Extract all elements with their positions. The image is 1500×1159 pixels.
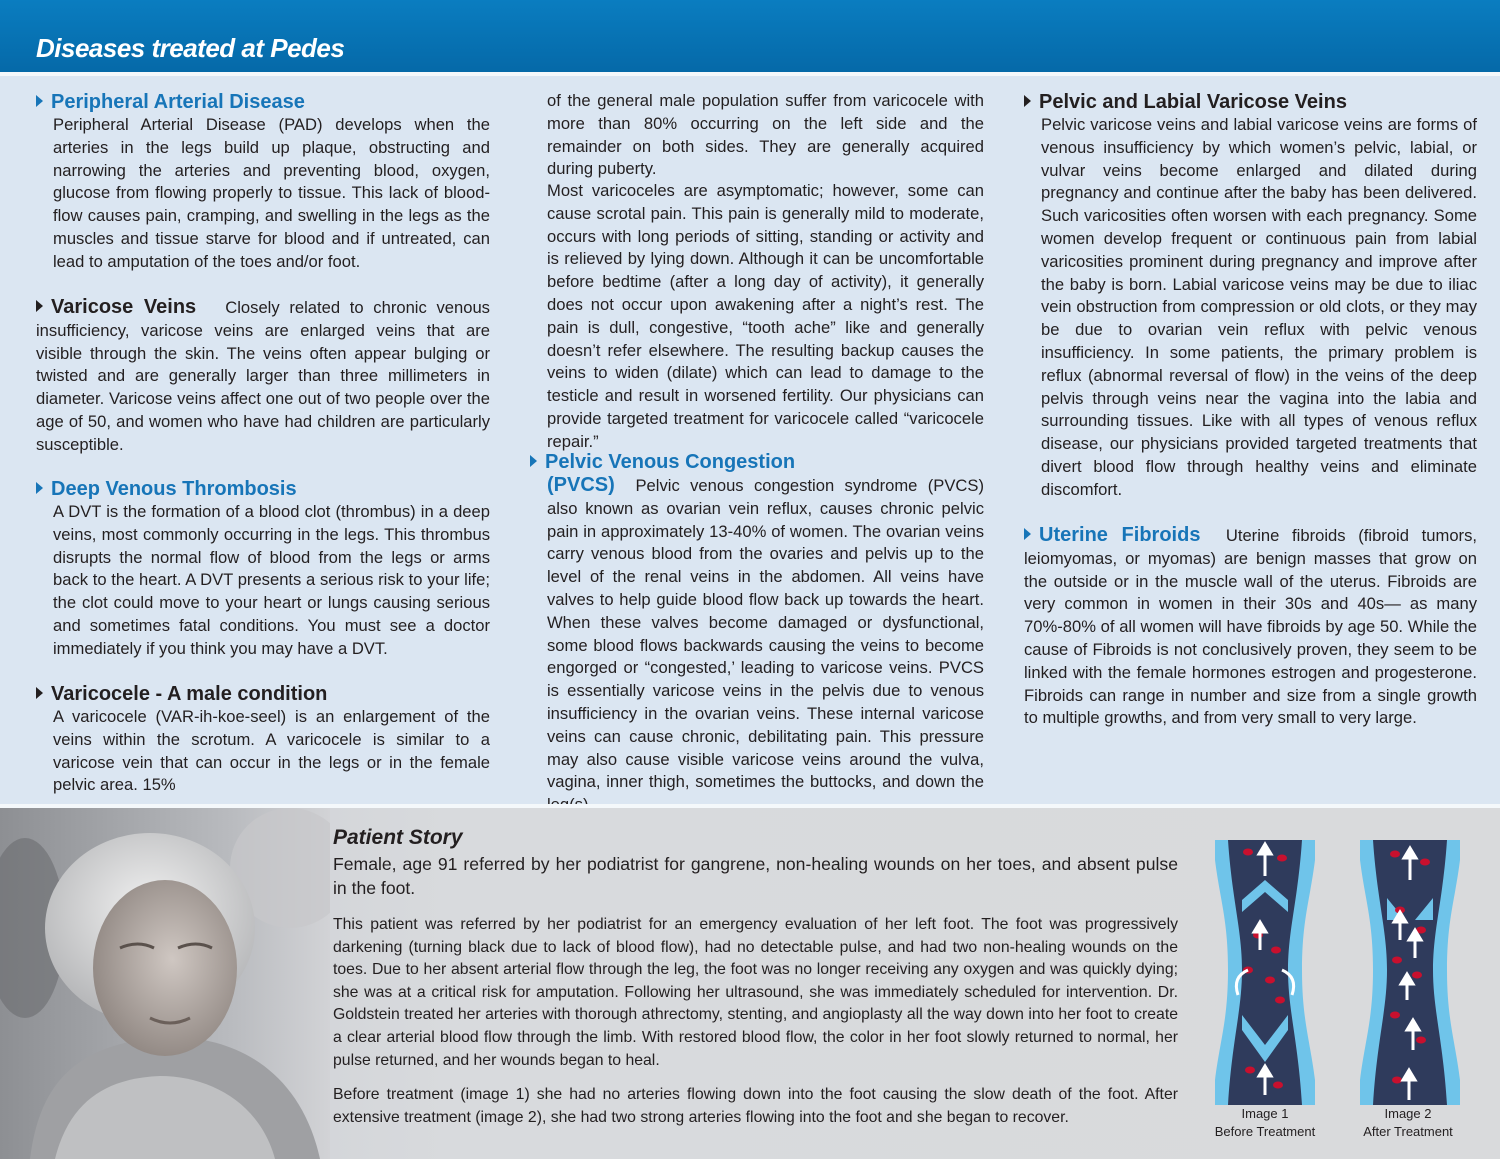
patient-photo-image — [0, 808, 330, 1159]
body-varicocele-symptoms: Most varicoceles are asymptomatic; however, some can cause scrotal pain. This pain is generally mild to moderate, occurs with long periods of sitting, standing or activity and is relieved by lying down. Although it can be uncomfortable before bedtime (after a long day of activity), it generally does not occur upon awakening after a night’s rest. The pain is dull, congestive, “tooth ache” like and generally doesn’t refer elsewhere. The resulting backup causes the veins to widen (dilate) which can lead to damage to the testicle and result in worsened fertility. Our physicians can provide targeted treatment for varicocele called “varicocele repair.” — [547, 181, 984, 451]
heading-fibroids: Uterine Fibroids — [1024, 524, 1200, 546]
body-pvcs-wrap — [530, 474, 984, 817]
section-varicocele — [36, 682, 490, 797]
section-dvt — [36, 477, 490, 661]
section-varicocele-symptoms — [547, 180, 984, 454]
heading-varicose: Varicose Veins — [36, 296, 196, 318]
patient-story — [333, 824, 1178, 1141]
heading-pvcs: Pelvic Venous Congestion — [530, 450, 984, 474]
content-area — [0, 76, 1500, 804]
body-fibroids-wrap — [1024, 524, 1477, 730]
patient-photo — [0, 808, 330, 1159]
body-pvcs: Pelvic venous congestion syndrome (PVCS) also known as ovarian vein reflux, causes chronic pelvic pain in approximately 13-40% of women. The ovarian veins carry venous blood from the ovaries and pelvis up to the level of the renal veins in the abdomen. All veins have valves to help guide blood flow back up towards the heart. When these valves become damaged or dysfunctional, some blood flows backwards causing the veins to become engorged or “congested,’ leading to varicose veins. PVCS is essentially varicose veins in the pelvis due to venous insufficiency in the ovarian veins. These internal varicose veins can cause chronic, debilitating pain. This pressure may also cause visible varicose veins around the vulva, vagina, inner thigh, sometimes the buttocks, and down the — [547, 476, 984, 792]
section-pvcs — [530, 450, 984, 817]
body-varicose-wrap — [36, 296, 490, 457]
body-fibroids: Uterine fibroids (fibroid tumors, leiomyomas, or myomas) are benign masses that grow on the outside or in the muscle wall of the uterus. Fibroids are very common in women in their 30s and 40s— as many 70%-80% of all women will have fibroids by age 50. While the cause of Fibroids is not conclusively proven, they seem to be linked with the female hormones estrogen and progesterone. Fibroids can range in number and size from a single growth to multiple growths, and from very small to very large. — [1024, 526, 1477, 728]
vein-after-illustration — [1355, 840, 1465, 1105]
heading-dvt: Deep Venous Thrombosis — [36, 477, 490, 501]
arrow-bullet-icon — [36, 95, 43, 107]
story-lead: Female, age 91 referred by her podiatrist for gangrene, non-healing wounds on her toes, and absent pulse in the foot. — [333, 854, 1178, 898]
figure-before-treatment — [1210, 840, 1320, 1120]
section-pelvic — [1024, 90, 1477, 502]
arrow-bullet-icon — [530, 455, 537, 467]
caption-before-line1: Image 1 — [1241, 1106, 1289, 1121]
section-fibroids — [1024, 524, 1477, 730]
caption-before-line2: Before Treatment — [1214, 1124, 1316, 1139]
page-title: Diseases treated at Pedes — [36, 33, 345, 63]
body-varicocele-cont: of the general male population suffer from varicocele with more than 80% occurring on the left side and the remainder on both sides. They are generally acquired during puberty. — [547, 91, 984, 179]
arrow-bullet-icon — [36, 300, 43, 312]
body-varicocele: A varicocele (VAR-ih-koe-seel) is an enlargement of the veins within the scrotum. A varicocele is similar to a varicose vein that can occur in the legs or in the female pelvic area. 15% — [53, 707, 490, 795]
caption-before — [1205, 1105, 1325, 1141]
caption-after — [1348, 1105, 1468, 1141]
heading-pad: Peripheral Arterial Disease — [36, 90, 490, 114]
heading-pvcs-abbrev: (PVCS) — [547, 474, 615, 496]
arrow-bullet-icon — [1024, 95, 1031, 107]
heading-pelvic: Pelvic and Labial Varicose Veins — [1024, 90, 1477, 114]
section-pad — [36, 90, 490, 274]
body-pelvic: Pelvic varicose veins and labial varicose veins are forms of venous insufficiency by which women’s pelvic, labial, or vulvar veins become enlarged and dilated during pregnancy and continue after the baby has been delivered. Such varicosities often worsen with each pregnancy. Some women develop frequent or continuous pain from labial varicosities prominent during pregnancy and improve after the baby is born. Labial varicose veins may be due to iliac vein obstruction from compression or old clots, or they may be due to ovarian vein reflux with pelvic venous insufficiency. In some patients, the primary problem is reflux (abnormal reversal of flow) in the veins of the deep pelvis through veins near the vagina into the labia and surrounding tissues. Like with all types of venous reflux disease, our physicians provided targeted treatments that divert blood flow through healthy veins and eliminate discomfort. — [1041, 115, 1477, 499]
heading-varicocele: Varicocele - A male condition — [36, 682, 490, 706]
section-varicocele-cont — [547, 90, 984, 181]
story-closing: Before treatment (image 1) she had no arteries flowing down into the foot causing the slow death of the foot. After extensive treatment (image 2), she had two strong arteries flowing into the foot and she began to recover. — [333, 1086, 1178, 1126]
figure-after-treatment — [1355, 840, 1465, 1120]
arrow-bullet-icon — [36, 687, 43, 699]
caption-after-line1: Image 2 — [1384, 1106, 1432, 1121]
arrow-bullet-icon — [1024, 528, 1031, 540]
section-varicose — [36, 296, 490, 457]
body-pad: Peripheral Arterial Disease (PAD) develops when the arteries in the legs build up plaque, obstructing and narrowing the arteries and preventing blood, oxygen, glucose from flowing properly to tissue. This lack of blood-flow causes pain, cramping, and swelling in the legs as the muscles and tissue starve for blood and if untreated, can lead to amputation of the toes and/or foot. — [53, 115, 490, 271]
page-header — [0, 0, 1500, 72]
story-title: Patient Story — [333, 826, 463, 849]
caption-after-line2: After Treatment — [1363, 1124, 1453, 1139]
vein-before-illustration — [1210, 840, 1320, 1105]
story-body: This patient was referred by her podiatrist for an emergency evaluation of her left foot. The foot was progressively darkening (turning black due to lack of blood flow), had no detectable pulse, and had two non-healing wounds on the toes. Due to her absent arterial flow through the leg, the foot was no longer receiving any oxygen and was quickly dying; she was at a critical risk for amputation. Following her ultrasound, she was immediately scheduled for intervention. Dr. Goldstein treated her arteries with thorough athrectomy, stenting, and angioplasty all the way down into her foot to create a clear arterial blood flow through the limb. With restored blood flow, the color in her foot slowly returned to normal, her pulse returned, and her wounds began to heal. — [333, 916, 1178, 1069]
arrow-bullet-icon — [36, 482, 43, 494]
body-varicose: Closely related to chronic venous insufficiency, varicose veins are enlarged veins that are visible through the skin. The veins often appear bulging or twisted and are generally larger than three millimeters in diameter. Varicose veins affect one out of two people over the age of 50, and women who have had children are particularly susceptible. — [36, 298, 490, 454]
body-dvt: A DVT is the formation of a blood clot (thrombus) in a deep veins, most commonly occurring in the legs. This thrombus disrupts the normal flow of blood from the legs or arms back to the heart. A DVT presents a serious risk to your life; the clot could move to your heart or lungs causing serious and sometimes fatal conditions. You must see a doctor immediately if you think you may have a DVT. — [53, 502, 490, 658]
